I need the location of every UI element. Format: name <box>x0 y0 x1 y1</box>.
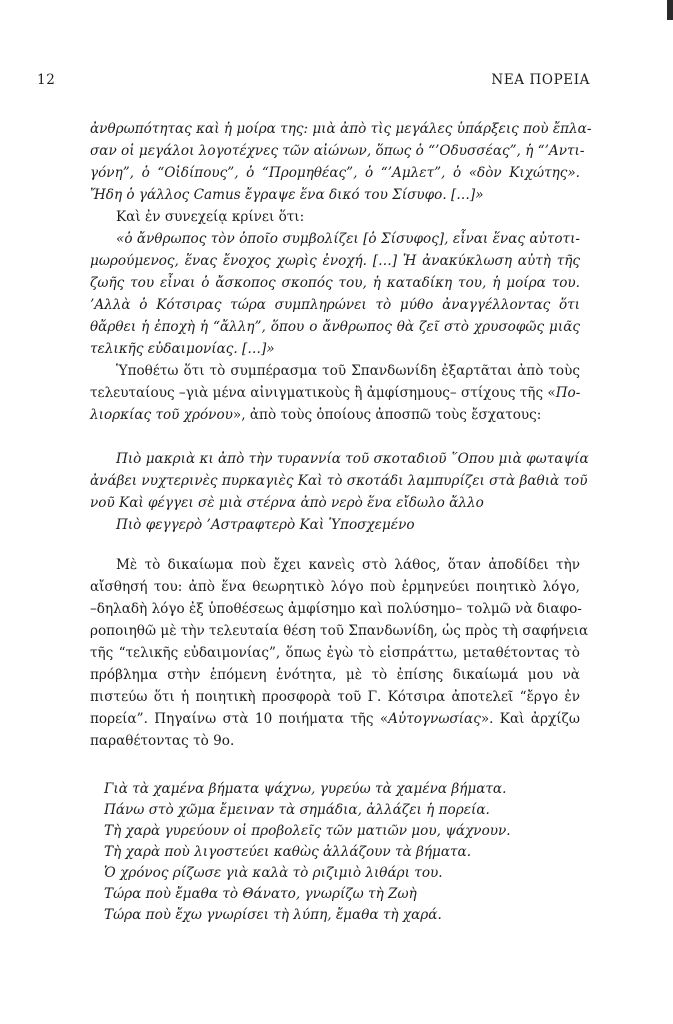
text-line: –δηλαδὴ λόγο ἐξ ὑποθέσεως ἀμφίσημο καὶ πολύσημο– τολμῶ νὰ διαφο- <box>90 601 582 617</box>
quote-block-1 <box>90 118 592 206</box>
poem-line: Γιὰ τὰ χαμένα βήματα ψάχνω, γυρεύω τὰ χαμένα βήματα. <box>104 781 507 797</box>
running-title: ΝΕΑ ΠΟΡΕΙΑ <box>491 72 590 88</box>
text-line: τῆς “τελικῆς εὐδαιμονίας”, ὅπως ἐγὼ τὸ εἰσπράττω, μεταθέτοντας τὸ <box>90 645 580 661</box>
poem-line: Τώρα ποὺ ἔχω γνωρίσει τὴ λύπη, ἔμαθα τὴ χαρά. <box>104 907 442 923</box>
text-line: τελευταίους –γιὰ μένα αἰνιγματικοὺς ἢ ἀμφίσημους– στίχους τῆς «Πο- <box>90 385 581 401</box>
text-line: ζωῆς του εἶναι ὁ ἄσκοπος σκοπός του, ἡ καταδίκη του, ἡ μοίρα του. <box>90 275 580 291</box>
text-line: μωρούμενος, ἕνας ἔνοχος χωρὶς ἐνοχή. […] Ἡ ἀνακύκλωση αὐτὴ τῆς <box>90 253 580 269</box>
poem-line: Πιὸ φεγγερὸ ’Αστραφτερὸ Καὶ Ὑποσχεμένο <box>116 517 415 533</box>
scan-edge-mark <box>667 0 673 20</box>
text-line: πορεία”. Πηγαίνω στὰ 10 ποιήματα τῆς «Αὐτογνωσίας». Καὶ ἀρχίζω <box>90 711 580 727</box>
poem-line: νοῦ Καὶ φέγγει σὲ μιὰ στέρνα ἀπὸ νερὸ ἕνα εἴδωλο ἄλλο <box>90 495 484 511</box>
poem-line: Ὁ χρόνος ρίζωσε γιὰ καλὰ τὸ ριζιμιὸ λιθάρι του. <box>104 865 443 881</box>
text-line: ’Αλλὰ ὁ Κότσιρας τώρα συμπληρώνει τὸ μύθο ἀναγγέλλοντας ὅτι <box>90 297 580 313</box>
page-body <box>90 118 592 925</box>
text-line: τελικῆς εὐδαιμονίας. […]» <box>90 341 275 357</box>
text-line: ροποιηθῶ μὲ τὴν τελευταία θέση τοῦ Σπανδωνίδη, ὡς πρὸς τὴ σαφήνεια <box>90 623 589 639</box>
poem-line: Τὴ χαρὰ ποὺ λιγοστεύει καθὼς ἀλλάζουν τὰ βήματα. <box>104 844 472 860</box>
paragraph-hypothesis <box>90 360 580 426</box>
poem-line: ἀνάβει νυχτερινὲς πυρκαγιὲς Καὶ τὸ σκοτάδι λαμπυρίζει στὰ βαθιὰ τοῦ <box>90 473 588 489</box>
text-line: Μὲ τὸ δικαίωμα ποὺ ἔχει κανεὶς στὸ λάθος, ὅταν ἀποδίδει τὴν <box>116 557 580 573</box>
poem-line: Πάνω στὸ χῶμα ἔμειναν τὰ σημάδια, ἀλλάζει ἡ πορεία. <box>104 802 490 818</box>
text-line: θἄρθει ἡ ἐποχὴ ἡ “ἄλλη”, ὅπου ο ἄνθρωπος θὰ ζεῖ στὸ χρυσοφῶς μιᾶς <box>90 319 580 335</box>
quote-block-2 <box>90 228 580 360</box>
poem-line: Τὴ χαρὰ γυρεύουν οἱ προβολεῖς τῶν ματιῶν μου, ψάχνουν. <box>104 823 511 839</box>
text-line: Ἤδη ὁ γάλλος Camus ἔγραψε ἕνα δικό του Σίσυφο. […]» <box>90 187 484 203</box>
paragraph-commentary <box>90 554 589 752</box>
poem-line: Πιὸ μακριὰ κι ἀπὸ τὴν τυραννία τοῦ σκοταδιοῦ ῞Οπου μιὰ φωταψία <box>116 451 589 467</box>
poem-line: Τώρα ποὺ ἔμαθα τὸ Θάνατο, γνωρίζω τὴ Ζωὴ <box>104 886 417 902</box>
poem-excerpt-1 <box>90 448 589 536</box>
text-line: πιστεύω ὅτι ἡ ποιητικὴ προσφορὰ τοῦ Γ. Κότσιρα ἀποτελεῖ “ἔργο ἐν <box>90 689 580 705</box>
text-line: Ὑποθέτω ὅτι τὸ συμπέρασμα τοῦ Σπανδωνίδη ἐξαρτᾶται ἀπὸ τοὺς <box>116 363 580 379</box>
text-line: γόνη”, ὁ “Οἰδίπους”, ὁ “Προμηθέας”, ὁ “’Αμλετ”, ὁ «δὸν Κιχώτης». <box>90 165 580 181</box>
text-line: σαν οἱ μεγάλοι λογοτέχνες τῶν αἰώνων, ὅπως ὁ “’Οδυσσέας”, ἡ “’Αντι- <box>90 143 585 159</box>
text-line: ἀνθρωπότητας καὶ ἡ μοίρα της: μιὰ ἀπὸ τὶς μεγάλες ὑπάρξεις ποὺ ἔπλα- <box>90 121 592 137</box>
text-line: «ὁ ἄνθρωπος τὸν ὁποῖο συμβολίζει [ὁ Σίσυφος], εἶναι ἕνας αὐτοτι- <box>116 231 580 247</box>
poem-excerpt-2 <box>90 778 580 925</box>
page-number: 12 <box>37 72 56 88</box>
text-line: παραθέτοντας τὸ 9ο. <box>90 733 235 749</box>
intro-line: Καὶ ἐν συνεχείᾳ κρίνει ὅτι: <box>116 209 305 225</box>
text-line: πρόβλημα στὴν ἑπόμενη ἑνότητα, μὲ τὸ ἐπίσης δικαίωμά μου νὰ <box>90 667 580 683</box>
text-line: αἴσθησή του: ἀπὸ ἕνα θεωρητικὸ λόγο ποὺ ἑρμηνεύει ποιητικὸ λόγο, <box>90 579 580 595</box>
text-line: λιορκίας τοῦ χρόνου», ἀπὸ τοὺς ὁποίους ἀποσπῶ τοὺς ἔσχατους: <box>90 407 542 423</box>
